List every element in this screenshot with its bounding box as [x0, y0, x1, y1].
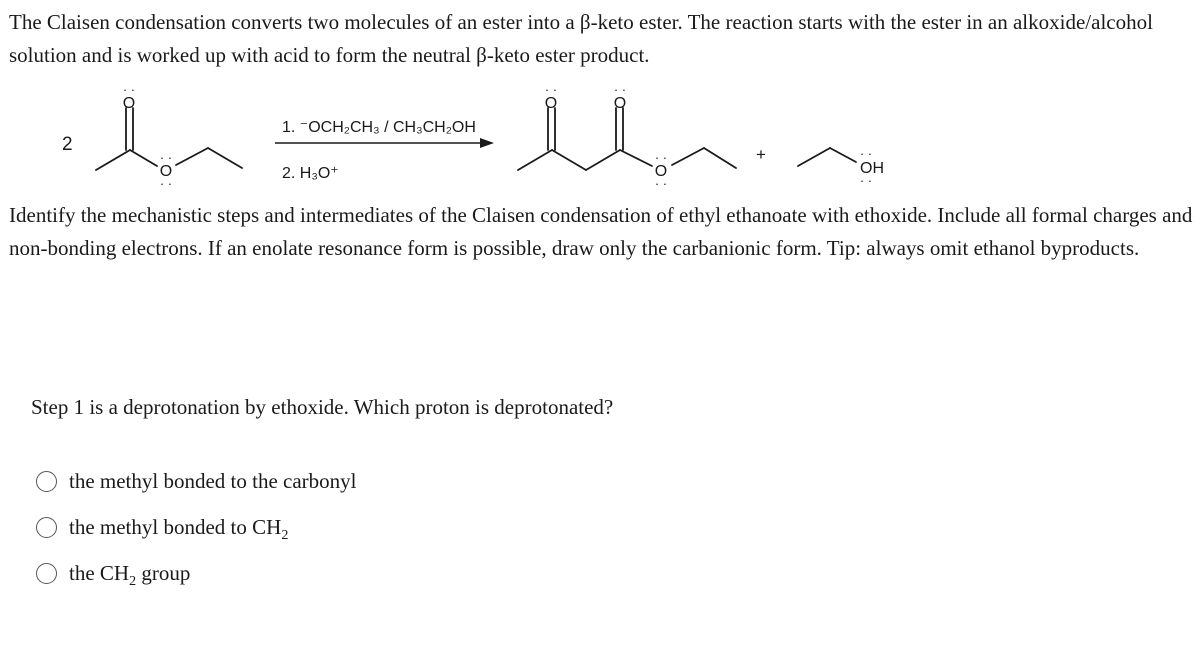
lone-pair-dots: · · [654, 176, 668, 191]
option-label: the methyl bonded to the carbonyl [69, 468, 357, 493]
lone-pair-dots: · · [859, 173, 873, 188]
lone-pair-dots: · · [159, 176, 173, 191]
lone-pair-dots: · · [613, 82, 627, 97]
radio-button[interactable] [36, 517, 57, 538]
product-beta-keto-ester [518, 108, 736, 170]
lone-pair-dots: · · [159, 150, 173, 165]
task-paragraph: Identify the mechanistic steps and intermediates of the Claisen condensation of ethyl ethanoate with ethoxide. Include all formal charges and non-bonding electrons. If an enolate resonance form is possible, draw only the carbanionic form. Tip: always omit ethanol byproducts. [9, 203, 1193, 260]
arrow-head [480, 138, 494, 148]
reagent-step-2: 2. H₃O⁺ [282, 165, 339, 182]
radio-button[interactable] [36, 563, 57, 584]
option-methyl-carbonyl[interactable] [36, 466, 357, 496]
option-label: the methyl bonded to $CH_2$ [69, 514, 289, 543]
hydroxyl-group: OH [860, 160, 884, 177]
option-ch2-group[interactable] [36, 558, 190, 588]
ester-oxygen: O [159, 163, 173, 180]
lone-pair-dots: · · [122, 82, 136, 97]
ester-carbonyl-oxygen: O [613, 95, 627, 112]
carbonyl-oxygen: O [122, 95, 136, 112]
question-text: Step 1 is a deprotonation by ethoxide. Which proton is deprotonated? [31, 395, 614, 419]
intro-paragraph: The Claisen condensation converts two molecules of an ester into a β-keto ester. The reaction starts with the ester in an alkoxide/alcohol solution and is worked up with acid to form the neutral β-keto ester product. [9, 10, 1153, 67]
coefficient-label: 2 [62, 134, 73, 155]
lone-pair-dots: · · [654, 150, 668, 165]
plus-sign: + [756, 145, 766, 164]
option-label: the $CH_2$ group [69, 560, 191, 589]
product-ester-oxygen: O [654, 163, 668, 180]
lone-pair-dots: · · [859, 146, 873, 161]
reaction-scheme [0, 78, 920, 198]
radio-button[interactable] [36, 471, 57, 492]
reagent-step-1: 1. ⁻OCH₂CH₃ / CH₃CH₂OH [282, 119, 476, 136]
ketone-oxygen: O [544, 95, 558, 112]
byproduct-ethanol [798, 148, 856, 166]
option-methyl-ch2[interactable] [36, 512, 288, 542]
lone-pair-dots: · · [544, 82, 558, 97]
